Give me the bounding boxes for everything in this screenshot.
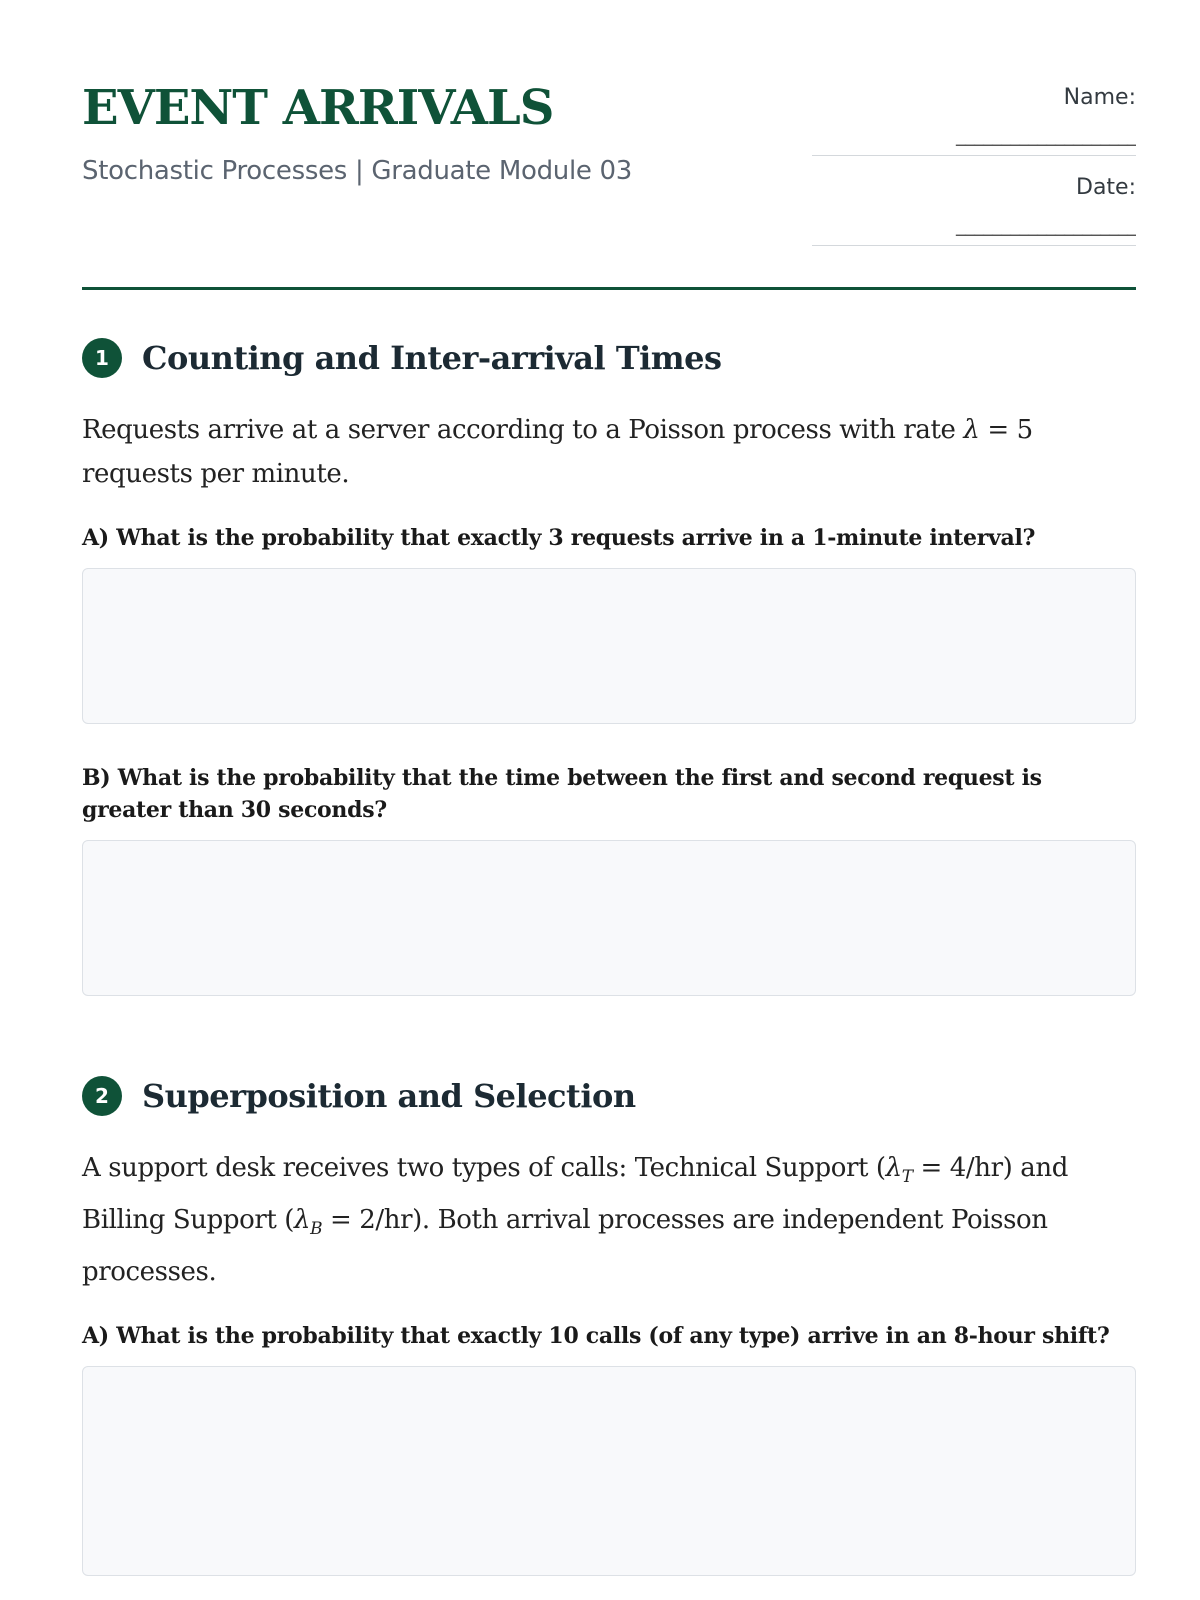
answer-box-1a[interactable] bbox=[82, 568, 1136, 724]
prompt-text: ) and Billing Support ( bbox=[82, 1153, 1068, 1236]
date-field[interactable] bbox=[812, 174, 1136, 246]
section-1-heading bbox=[82, 336, 1136, 380]
section-1 bbox=[82, 336, 1136, 996]
section-number-badge: 2 bbox=[82, 1076, 122, 1116]
section-2-heading bbox=[82, 1074, 1136, 1118]
name-blank: ____________________ bbox=[956, 122, 1136, 146]
page-title: EVENT ARRIVALS bbox=[82, 80, 554, 136]
page-subtitle: Stochastic Processes | Graduate Module 03 bbox=[82, 156, 633, 186]
tech-rate-formula: $\lambda_T = 4/hr$ bbox=[885, 1153, 1003, 1187]
prompt-text-end: ). Both arrival processes are independent Poisson processes. bbox=[82, 1205, 1048, 1288]
section-1-prompt bbox=[82, 408, 1136, 496]
worksheet-header bbox=[82, 0, 1136, 290]
section-2-prompt bbox=[82, 1146, 1136, 1294]
question-1b: B) What is the probability that the time between the first and second request is greater than 30 seconds? bbox=[82, 765, 1042, 823]
name-field[interactable] bbox=[812, 84, 1136, 156]
prompt-text: A support desk receives two types of calls: Technical Support ( bbox=[82, 1153, 886, 1183]
prompt-text-end: requests per minute. bbox=[82, 459, 350, 489]
question-1a: A) What is the probability that exactly 3 requests arrive in a 1-minute interval? bbox=[82, 525, 1036, 551]
question-2a: A) What is the probability that exactly 10 calls (of any type) arrive in an 8-hour shift? bbox=[82, 1323, 1110, 1350]
section-title: Counting and Inter-arrival Times bbox=[142, 339, 722, 377]
student-info bbox=[812, 84, 1136, 264]
date-label: Date: bbox=[1076, 175, 1136, 200]
date-blank: ____________________ bbox=[956, 212, 1136, 236]
rate-formula: λ = 5 bbox=[963, 415, 1033, 445]
answer-box-2a[interactable] bbox=[82, 1366, 1136, 1576]
billing-rate-formula: $\lambda_B = 2/hr$ bbox=[294, 1205, 413, 1239]
section-number-badge: 1 bbox=[82, 338, 122, 378]
prompt-text: Requests arrive at a server according to a Poisson process with rate bbox=[82, 415, 964, 445]
section-2 bbox=[82, 1074, 1136, 1576]
name-label: Name: bbox=[1063, 85, 1136, 110]
worksheet-page bbox=[82, 0, 1136, 1350]
answer-box-1b[interactable] bbox=[82, 840, 1136, 996]
section-title: Superposition and Selection bbox=[142, 1077, 636, 1115]
